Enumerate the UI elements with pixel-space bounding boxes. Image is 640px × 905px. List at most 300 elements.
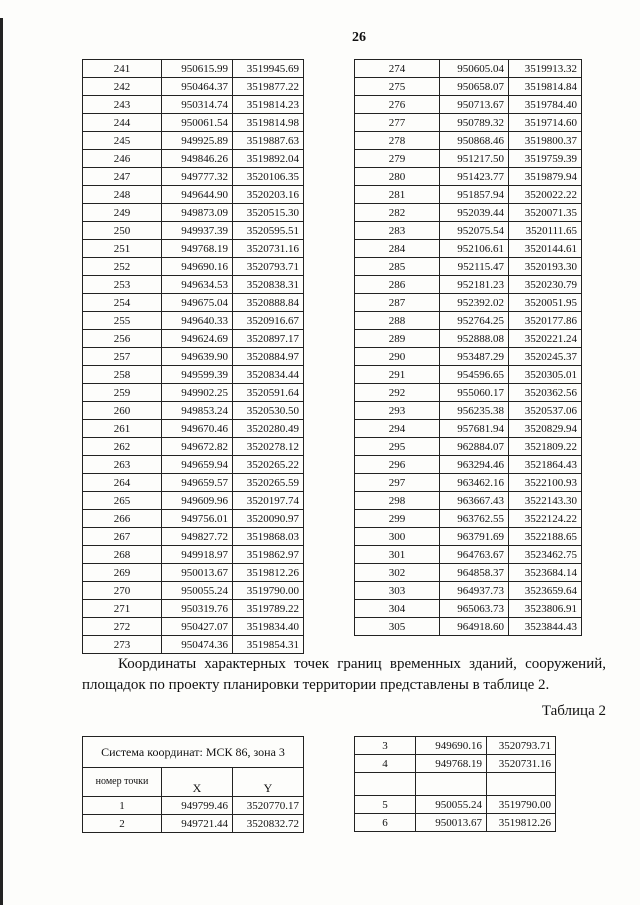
y-coordinate-cell: 3520022.22	[509, 186, 582, 204]
x-coordinate-cell: 952039.44	[440, 204, 509, 222]
point-number-cell: 293	[355, 402, 440, 420]
y-coordinate-cell: 3522188.65	[509, 528, 582, 546]
point-number-cell: 272	[83, 618, 162, 636]
y-coordinate-cell: 3520265.22	[233, 456, 304, 474]
x-coordinate-cell: 950605.04	[440, 60, 509, 78]
x-coordinate-cell: 949624.69	[162, 330, 233, 348]
x-coordinate-cell: 952888.08	[440, 330, 509, 348]
y-coordinate-cell: 3520793.71	[487, 737, 556, 755]
body-paragraph: Координаты характерных точек границ временных зданий, сооружений, площадок по проекту планировки территории представлены в таблице 2.	[82, 656, 606, 693]
x-coordinate-cell: 952106.61	[440, 240, 509, 258]
x-coordinate-cell: 964918.60	[440, 618, 509, 636]
y-coordinate-cell: 3522143.30	[509, 492, 582, 510]
point-number-cell: 295	[355, 438, 440, 456]
table-row	[355, 384, 582, 402]
point-number-cell: 250	[83, 222, 162, 240]
point-number-cell: 242	[83, 78, 162, 96]
y-coordinate-cell: 3519877.22	[233, 78, 304, 96]
y-coordinate-cell: 3519892.04	[233, 150, 304, 168]
point-number-cell: 273	[83, 636, 162, 654]
table-row	[83, 132, 304, 150]
table-row	[355, 510, 582, 528]
x-coordinate-cell: 949634.53	[162, 276, 233, 294]
y-coordinate-cell: 3520245.37	[509, 348, 582, 366]
table-row	[83, 294, 304, 312]
table-row	[83, 114, 304, 132]
point-number-cell: 268	[83, 546, 162, 564]
table-row	[355, 492, 582, 510]
y-coordinate-cell: 3523844.43	[509, 618, 582, 636]
table-row	[83, 815, 304, 833]
y-coordinate-cell: 3519913.32	[509, 60, 582, 78]
y-coordinate-cell: 3519887.63	[233, 132, 304, 150]
y-coordinate-cell: 3520071.35	[509, 204, 582, 222]
table-row	[83, 78, 304, 96]
y-coordinate-cell: 3519814.98	[233, 114, 304, 132]
y-coordinate-cell: 3520193.30	[509, 258, 582, 276]
table-row	[83, 348, 304, 366]
table-row	[355, 796, 556, 814]
x-coordinate-cell: 964858.37	[440, 564, 509, 582]
point-number-cell: 294	[355, 420, 440, 438]
table-row	[83, 204, 304, 222]
column-x: X	[162, 768, 233, 797]
table-row	[355, 222, 582, 240]
y-coordinate-cell: 3520265.59	[233, 474, 304, 492]
x-coordinate-cell: 949672.82	[162, 438, 233, 456]
point-number-cell: 263	[83, 456, 162, 474]
x-coordinate-cell: 949768.19	[416, 755, 487, 773]
x-coordinate-cell: 950658.07	[440, 78, 509, 96]
table-row	[355, 438, 582, 456]
x-coordinate-cell: 963762.55	[440, 510, 509, 528]
x-coordinate-cell: 949902.25	[162, 384, 233, 402]
point-number-cell: 289	[355, 330, 440, 348]
table-2-label: Таблица 2	[541, 703, 606, 719]
table-row	[355, 276, 582, 294]
table-row	[355, 755, 556, 773]
y-coordinate-cell: 3520793.71	[233, 258, 304, 276]
table-row	[355, 312, 582, 330]
point-number-cell: 296	[355, 456, 440, 474]
x-coordinate-cell: 950789.32	[440, 114, 509, 132]
column-y: Y	[233, 768, 304, 797]
y-coordinate-cell: 3519814.84	[509, 78, 582, 96]
y-coordinate-cell: 3520595.51	[233, 222, 304, 240]
x-coordinate-cell: 963791.69	[440, 528, 509, 546]
point-number-cell: 291	[355, 366, 440, 384]
point-number-cell: 290	[355, 348, 440, 366]
table-row	[83, 456, 304, 474]
x-coordinate-cell: 962884.07	[440, 438, 509, 456]
point-number-cell: 283	[355, 222, 440, 240]
y-coordinate-cell: 3519790.00	[233, 582, 304, 600]
y-coordinate-cell: 3520111.65	[509, 222, 582, 240]
point-number-cell: 248	[83, 186, 162, 204]
coordinates-table-left	[82, 59, 304, 654]
y-coordinate-cell: 3520829.94	[509, 420, 582, 438]
coordinate-system-header: Система координат: МСК 86, зона 3	[83, 737, 304, 768]
point-number-cell: 302	[355, 564, 440, 582]
y-coordinate-cell: 3519812.26	[233, 564, 304, 582]
table-2-right	[354, 736, 556, 832]
table-row	[83, 366, 304, 384]
point-number-cell: 4	[355, 755, 416, 773]
table-row	[355, 60, 582, 78]
table-row	[355, 114, 582, 132]
x-coordinate-cell: 950013.67	[162, 564, 233, 582]
point-number-cell: 253	[83, 276, 162, 294]
x-coordinate-cell: 949690.16	[416, 737, 487, 755]
point-number-cell: 305	[355, 618, 440, 636]
table-row	[355, 474, 582, 492]
x-coordinate-cell: 950464.37	[162, 78, 233, 96]
x-coordinate-cell: 949846.26	[162, 150, 233, 168]
y-coordinate-cell: 3519945.69	[233, 60, 304, 78]
point-number-cell: 1	[83, 797, 162, 815]
point-number-cell: 274	[355, 60, 440, 78]
table-row	[355, 402, 582, 420]
x-coordinate-cell: 963462.16	[440, 474, 509, 492]
x-coordinate-cell: 956235.38	[440, 402, 509, 420]
x-coordinate-cell: 949640.33	[162, 312, 233, 330]
point-number-cell: 258	[83, 366, 162, 384]
y-coordinate-cell: 3520884.97	[233, 348, 304, 366]
point-number-cell: 286	[355, 276, 440, 294]
x-coordinate-cell: 949799.46	[162, 797, 233, 815]
x-coordinate-cell: 949670.46	[162, 420, 233, 438]
table-2-column-row	[83, 768, 304, 797]
point-number-cell: 270	[83, 582, 162, 600]
x-coordinate-cell: 952392.02	[440, 294, 509, 312]
x-coordinate-cell: 963667.43	[440, 492, 509, 510]
point-number-cell: 5	[355, 796, 416, 814]
table-row	[355, 96, 582, 114]
y-coordinate-cell: 3522124.22	[509, 510, 582, 528]
x-coordinate-cell: 949675.04	[162, 294, 233, 312]
point-number-cell: 298	[355, 492, 440, 510]
point-number-cell: 261	[83, 420, 162, 438]
point-number-cell: 269	[83, 564, 162, 582]
point-number-cell: 301	[355, 546, 440, 564]
y-coordinate-cell: 3520090.97	[233, 510, 304, 528]
table-row	[83, 636, 304, 654]
point-number-cell: 249	[83, 204, 162, 222]
y-coordinate-cell: 3519759.39	[509, 150, 582, 168]
y-coordinate-cell: 3523462.75	[509, 546, 582, 564]
point-number-cell: 300	[355, 528, 440, 546]
y-coordinate-cell: 3520731.16	[487, 755, 556, 773]
point-number-cell: 281	[355, 186, 440, 204]
x-coordinate-cell: 949827.72	[162, 528, 233, 546]
point-number-cell: 246	[83, 150, 162, 168]
table-row	[83, 438, 304, 456]
point-number-cell: 282	[355, 204, 440, 222]
table-row	[355, 420, 582, 438]
point-number-cell: 255	[83, 312, 162, 330]
y-coordinate-cell: 3519790.00	[487, 796, 556, 814]
y-coordinate-cell: 3519784.40	[509, 96, 582, 114]
y-coordinate-cell: 3520278.12	[233, 438, 304, 456]
table-row	[355, 564, 582, 582]
point-number-cell: 262	[83, 438, 162, 456]
x-coordinate-cell: 949925.89	[162, 132, 233, 150]
point-number-cell: 3	[355, 737, 416, 755]
point-number-cell: 266	[83, 510, 162, 528]
table-row	[83, 330, 304, 348]
point-number-cell: 271	[83, 600, 162, 618]
y-coordinate-cell: 3520203.16	[233, 186, 304, 204]
table-row	[83, 420, 304, 438]
x-coordinate-cell: 949873.09	[162, 204, 233, 222]
x-coordinate-cell: 951857.94	[440, 186, 509, 204]
table-row	[355, 204, 582, 222]
y-coordinate-cell: 3520832.72	[233, 815, 304, 833]
table-row	[355, 258, 582, 276]
point-number-cell: 254	[83, 294, 162, 312]
y-coordinate-cell: 3520230.79	[509, 276, 582, 294]
x-coordinate-cell: 955060.17	[440, 384, 509, 402]
x-coordinate-cell: 949690.16	[162, 258, 233, 276]
point-number-cell: 264	[83, 474, 162, 492]
y-coordinate-cell: 3519834.40	[233, 618, 304, 636]
table-row	[355, 737, 556, 755]
table-row	[355, 348, 582, 366]
y-coordinate-cell: 3520838.31	[233, 276, 304, 294]
table-row	[83, 186, 304, 204]
x-coordinate-cell: 963294.46	[440, 456, 509, 474]
table-row	[355, 773, 556, 796]
y-coordinate-cell: 3520106.35	[233, 168, 304, 186]
point-number-cell: 245	[83, 132, 162, 150]
point-number-cell: 279	[355, 150, 440, 168]
table-row	[83, 96, 304, 114]
point-number-cell: 267	[83, 528, 162, 546]
point-number-cell: 256	[83, 330, 162, 348]
point-number-cell: 303	[355, 582, 440, 600]
table-row	[83, 384, 304, 402]
y-coordinate-cell: 3519812.26	[487, 814, 556, 832]
column-point-number: номер точки	[83, 768, 162, 797]
table-row	[83, 797, 304, 815]
x-coordinate-cell: 950319.76	[162, 600, 233, 618]
table-row	[355, 814, 556, 832]
y-coordinate-cell: 3520731.16	[233, 240, 304, 258]
y-coordinate-cell: 3520197.74	[233, 492, 304, 510]
x-coordinate-cell: 950615.99	[162, 60, 233, 78]
point-number-cell: 244	[83, 114, 162, 132]
point-number-cell: 260	[83, 402, 162, 420]
table-row	[355, 582, 582, 600]
x-coordinate-cell: 949721.44	[162, 815, 233, 833]
table-row	[83, 168, 304, 186]
y-coordinate-cell: 3520888.84	[233, 294, 304, 312]
x-coordinate-cell: 949853.24	[162, 402, 233, 420]
point-number-cell: 259	[83, 384, 162, 402]
x-coordinate-cell: 949918.97	[162, 546, 233, 564]
table-row	[83, 222, 304, 240]
x-coordinate-cell: 949644.90	[162, 186, 233, 204]
table-row	[355, 150, 582, 168]
y-coordinate-cell: 3519854.31	[233, 636, 304, 654]
table-row	[83, 510, 304, 528]
x-coordinate-cell: 952075.54	[440, 222, 509, 240]
table-row	[83, 600, 304, 618]
point-number-cell: 275	[355, 78, 440, 96]
x-coordinate-cell: 957681.94	[440, 420, 509, 438]
y-coordinate-cell: 3520537.06	[509, 402, 582, 420]
x-coordinate-cell: 950013.67	[416, 814, 487, 832]
table-row	[83, 60, 304, 78]
x-coordinate-cell: 950055.24	[162, 582, 233, 600]
point-number-cell: 292	[355, 384, 440, 402]
table-row	[355, 294, 582, 312]
point-number-cell: 285	[355, 258, 440, 276]
y-coordinate-cell: 3519714.60	[509, 114, 582, 132]
table-row	[83, 618, 304, 636]
y-coordinate-cell: 3519868.03	[233, 528, 304, 546]
y-coordinate-cell: 3523684.14	[509, 564, 582, 582]
x-coordinate-cell: 950061.54	[162, 114, 233, 132]
x-coordinate-cell: 954596.65	[440, 366, 509, 384]
y-coordinate-cell: 3519789.22	[233, 600, 304, 618]
table-row	[83, 258, 304, 276]
x-coordinate-cell: 964763.67	[440, 546, 509, 564]
point-number-cell: 257	[83, 348, 162, 366]
x-coordinate-cell: 950314.74	[162, 96, 233, 114]
point-number-cell: 280	[355, 168, 440, 186]
x-coordinate-cell: 949777.32	[162, 168, 233, 186]
x-coordinate-cell: 950427.07	[162, 618, 233, 636]
y-coordinate-cell: 3520770.17	[233, 797, 304, 815]
point-number-cell: 284	[355, 240, 440, 258]
point-number-cell: 265	[83, 492, 162, 510]
y-coordinate-cell: 3520591.64	[233, 384, 304, 402]
table-row	[355, 456, 582, 474]
x-coordinate-cell: 951423.77	[440, 168, 509, 186]
y-coordinate-cell: 3520144.61	[509, 240, 582, 258]
y-coordinate-cell: 3520515.30	[233, 204, 304, 222]
table-row	[355, 546, 582, 564]
table-row	[83, 582, 304, 600]
point-number-cell: 252	[83, 258, 162, 276]
table-row	[83, 312, 304, 330]
x-coordinate-cell: 949599.39	[162, 366, 233, 384]
table-row	[355, 600, 582, 618]
x-coordinate-cell: 949609.96	[162, 492, 233, 510]
y-coordinate-cell: 3519862.97	[233, 546, 304, 564]
y-coordinate-cell: 3520834.44	[233, 366, 304, 384]
table-row	[355, 240, 582, 258]
y-coordinate-cell: 3520916.67	[233, 312, 304, 330]
x-coordinate-cell: 949768.19	[162, 240, 233, 258]
x-coordinate-cell: 952181.23	[440, 276, 509, 294]
point-number-cell: 277	[355, 114, 440, 132]
coordinates-table-right	[354, 59, 582, 636]
x-coordinate-cell: 953487.29	[440, 348, 509, 366]
page-left-edge	[0, 18, 3, 905]
point-number-cell: 288	[355, 312, 440, 330]
table-row	[355, 528, 582, 546]
point-number-cell: 297	[355, 474, 440, 492]
x-coordinate-cell: 949756.01	[162, 510, 233, 528]
table-row	[355, 618, 582, 636]
table-row	[83, 240, 304, 258]
x-coordinate-cell: 952115.47	[440, 258, 509, 276]
x-coordinate-cell: 949639.90	[162, 348, 233, 366]
point-number-cell: 299	[355, 510, 440, 528]
y-coordinate-cell: 3520530.50	[233, 402, 304, 420]
y-coordinate-cell: 3520221.24	[509, 330, 582, 348]
table-row	[83, 546, 304, 564]
y-coordinate-cell: 3520280.49	[233, 420, 304, 438]
page-number: 26	[352, 30, 366, 45]
x-coordinate-cell: 952764.25	[440, 312, 509, 330]
x-coordinate-cell: 950055.24	[416, 796, 487, 814]
x-coordinate-cell: 965063.73	[440, 600, 509, 618]
table-row	[355, 78, 582, 96]
point-number-cell: 287	[355, 294, 440, 312]
point-number-cell: 241	[83, 60, 162, 78]
table-2-header-row	[83, 737, 304, 768]
y-coordinate-cell: 3519800.37	[509, 132, 582, 150]
x-coordinate-cell: 949937.39	[162, 222, 233, 240]
x-coordinate-cell: 950868.46	[440, 132, 509, 150]
y-coordinate-cell	[487, 773, 556, 796]
x-coordinate-cell	[416, 773, 487, 796]
table-row	[83, 150, 304, 168]
y-coordinate-cell: 3523806.91	[509, 600, 582, 618]
y-coordinate-cell: 3523659.64	[509, 582, 582, 600]
table-row	[83, 402, 304, 420]
table-row	[355, 366, 582, 384]
point-number-cell: 278	[355, 132, 440, 150]
x-coordinate-cell: 950474.36	[162, 636, 233, 654]
y-coordinate-cell: 3520362.56	[509, 384, 582, 402]
table-row	[83, 492, 304, 510]
x-coordinate-cell: 964937.73	[440, 582, 509, 600]
table-row	[355, 330, 582, 348]
y-coordinate-cell: 3520897.17	[233, 330, 304, 348]
y-coordinate-cell: 3521864.43	[509, 456, 582, 474]
y-coordinate-cell: 3520051.95	[509, 294, 582, 312]
point-number-cell: 251	[83, 240, 162, 258]
table-row	[83, 564, 304, 582]
point-number-cell: 304	[355, 600, 440, 618]
y-coordinate-cell: 3520177.86	[509, 312, 582, 330]
table-row	[355, 186, 582, 204]
table-row	[355, 132, 582, 150]
point-number-cell: 247	[83, 168, 162, 186]
y-coordinate-cell: 3521809.22	[509, 438, 582, 456]
table-row	[83, 276, 304, 294]
point-number-cell: 243	[83, 96, 162, 114]
point-number-cell: 6	[355, 814, 416, 832]
y-coordinate-cell: 3520305.01	[509, 366, 582, 384]
point-number-cell	[355, 773, 416, 796]
y-coordinate-cell: 3519879.94	[509, 168, 582, 186]
y-coordinate-cell: 3519814.23	[233, 96, 304, 114]
x-coordinate-cell: 950713.67	[440, 96, 509, 114]
x-coordinate-cell: 949659.57	[162, 474, 233, 492]
table-row	[355, 168, 582, 186]
table-2-left	[82, 736, 304, 833]
table-row	[83, 474, 304, 492]
point-number-cell: 2	[83, 815, 162, 833]
y-coordinate-cell: 3522100.93	[509, 474, 582, 492]
point-number-cell: 276	[355, 96, 440, 114]
x-coordinate-cell: 949659.94	[162, 456, 233, 474]
